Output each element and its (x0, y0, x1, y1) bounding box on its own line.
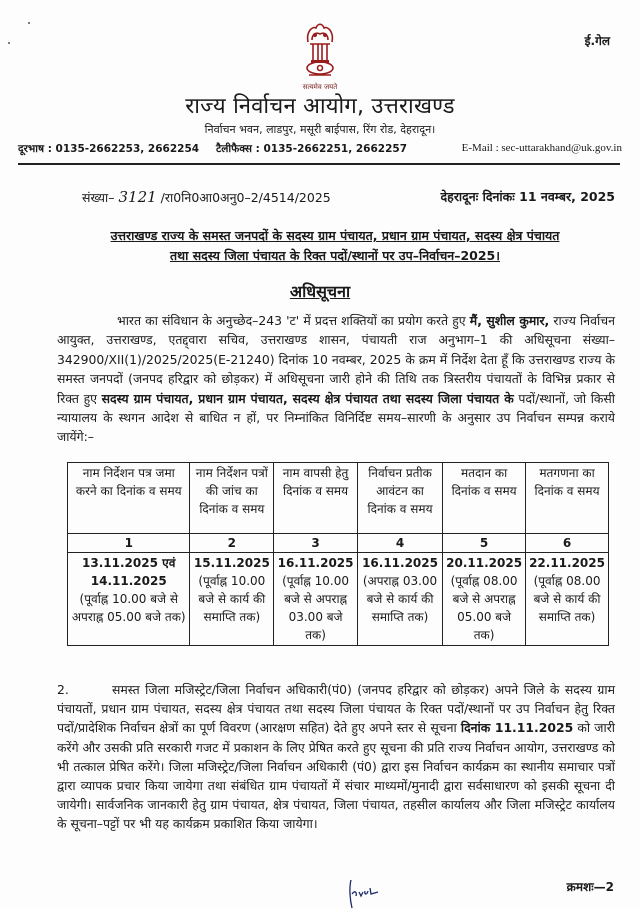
handwritten-number: 3121 (118, 188, 157, 206)
reference-prefix: संख्या– (82, 190, 115, 205)
scan-speck (28, 22, 30, 24)
schedule-cell (68, 553, 190, 646)
email-address[interactable]: E-Mail : sec-uttarakhand@uk.gov.in (461, 142, 622, 154)
schedule-date: 20.11.2025 (446, 556, 523, 570)
column-number: 5 (443, 534, 526, 553)
reference-code: /रा0नि0आ0अनु0–2/4514/2025 (156, 190, 331, 205)
reference-number (82, 188, 331, 206)
subject-line-1: उत्तराखण्ड राज्य के समस्त जनपदों के सदस्य ग्राम पंचायत, प्रधान ग्राम पंचायत, सदस्य क्षेत्र पंचायत (110, 228, 560, 243)
schedule-time: (पूर्वाह्न 10.00 बजे से अपराह्न 05.00 बजे तक) (71, 592, 186, 624)
column-header: निर्वाचन प्रतीक आवंटन का दिनांक व समय (357, 463, 442, 534)
header-divider (18, 163, 620, 165)
column-header: मतदान का दिनांक व समय (443, 463, 526, 534)
organization-title: राज्य निर्वाचन आयोग, उत्तराखण्ड (185, 94, 455, 119)
paragraph-1-text: पदों/स्थानों, जो किसी न्यायालय के स्थगन आदेश से बाधित न हों, पर निम्नांकित विनिर्दिष्ट समय–सारणी के अनुसार उप निर्वाचन सम्पन्न कराये जायेंगे:– (57, 390, 616, 445)
paragraph-1-text: भारत का संविधान के अनुच्छेद–243 'ट' में प्रदत्त शक्तियों का प्रयोग करते हुए (117, 313, 470, 328)
schedule-table (67, 462, 609, 646)
subject (55, 226, 615, 266)
place-date: देहरादूनः दिनांकः 11 नवम्बर, 2025 (440, 189, 615, 204)
table-header-row (68, 463, 609, 534)
signature-icon (345, 878, 395, 909)
paragraph-1-text: राज्य निर्वाचन आयुक्त, उत्तराखण्ड, एतद्द्वारा सचिव, उत्तराखण्ड शासन, पंचायती राज अनुभाग–1 की अधिसूचना संख्या–342900/XII(1)/2025/2025(E-21240) दिनांक 10 नवम्बर, 2025 के क्रम में निर्देश देता हूँ कि उत्तराखण्ड राज्य के समस्त जनपदों (जनपद हरिद्वार को छोड़कर) में अधिसूचना जारी होने की तिथि तक त्रिस्तरीय पंचायतों के विभिन्न प्रकार से रिक्त हुए (57, 313, 615, 406)
schedule-time: (पूर्वाह्न 08.00 बजे से कार्य की समाप्ति तक) (533, 574, 601, 624)
schedule-cell (443, 553, 526, 646)
schedule-date: 16.11.2025 (362, 556, 438, 570)
column-header: नाम वापसी हेतु दिनांक व समय (274, 463, 358, 534)
schedule-cell (190, 553, 274, 646)
paragraph-2-text: को जारी करेंगे और उसकी प्रति सरकारी गजट में प्रकाशन के लिए प्रेषित करते हुए सूचना की प्रति राज्य निर्वाचन आयोग, उत्तराखण्ड को भी तत्काल प्रेषित करेंगे। जिला मजिस्ट्रेट/जिला निर्वाचन अधिकारी (पं0) द्वारा इस निर्वाचन कार्यक्रम का स्थानीय समाचार पत्रों द्वारा व्यापक प्रचार किया जायेगा तथा संबंधित ग्राम पंचायतों में संचार माध्यमों/मुनादी द्वारा सर्वसाधारण को इसकी सूचना दी जायेगी। सार्वजनिक जानकारी हेतु ग्राम पंचायत, क्षेत्र पंचायत, जिला पंचायत, तहसील कार्यालय और जिला मजिस्ट्रेट कार्यालय के सूचना–पट्टों पर भी यह कार्यक्रम प्रकाशित किया जायेगा। (57, 720, 615, 832)
subject-line-2: तथा सदस्य जिला पंचायत के रिक्त पदों/स्थानों पर उप–निर्वाचन–2025। (170, 248, 500, 263)
paragraph-number: 2. (57, 682, 69, 697)
column-number: 2 (190, 534, 274, 553)
schedule-cell (357, 553, 442, 646)
continued-marker: क्रमशः—2 (566, 880, 614, 894)
paragraph-2-text: समस्त जिला मजिस्ट्रेट/जिला निर्वाचन अधिकारी(पं0) (जनपद हरिद्वार को छोड़कर) अपने जिले के सदस्य ग्राम पंचायतों, प्रधान ग्राम पंचायत, सदस्य क्षेत्र पंचायत तथा सदस्य जिला पंचायत के रिक्त पदों/स्थानों पर उप निर्वाचन हेतु रिक्त पदों/प्रादेशिक निर्वाचन क्षेत्रों का पूर्ण विवरण (आरक्षण सहित) देते हुए अपने स्तर से सूचना (57, 682, 615, 736)
egal-label: ई.गेल (584, 34, 610, 48)
schedule-time: (पूर्वाह्न 08.00 बजे से अपराह्न 05.00 बजे तक) (450, 574, 518, 642)
contact-row (18, 142, 622, 158)
column-header: नाम निर्देशन पत्र जमा करने का दिनांक व समय (68, 463, 190, 534)
paragraph-1 (57, 311, 615, 447)
ashoka-emblem-icon (300, 20, 340, 82)
posts-list: सदस्य ग्राम पंचायत, प्रधान ग्राम पंचायत, सदस्य क्षेत्र पंचायत तथा सदस्य जिला पंचायत के (101, 390, 514, 406)
schedule-date: 22.11.2025 (529, 556, 605, 570)
emblem-motto: सत्यमेव जयते (302, 83, 338, 91)
schedule-time: (पूर्वाह्न 10.00 बजे से कार्य की समाप्ति तक) (198, 574, 266, 624)
phone-number: दूरभाष : 0135-2662253, 2662254 (18, 143, 200, 155)
organization-address: निर्वाचन भवन, लाडपुर, मसूरी बाईपास, रिंग रोड, देहरादून। (204, 123, 436, 136)
table-row (68, 553, 609, 646)
column-number: 3 (274, 534, 358, 553)
schedule-cell (274, 553, 358, 646)
paragraph-2 (57, 680, 615, 834)
scan-speck (8, 42, 10, 44)
column-header: मतगणना का दिनांक व समय (526, 463, 609, 534)
schedule-date: 13.11.2025 एवं 14.11.2025 (82, 556, 176, 588)
issue-date: दिनांक 11.11.2025 (460, 720, 574, 736)
column-number: 1 (68, 534, 190, 553)
signature (345, 878, 395, 909)
schedule-cell (526, 553, 609, 646)
schedule-date: 15.11.2025 (193, 556, 270, 570)
column-number: 4 (357, 534, 442, 553)
column-number-row (68, 534, 609, 553)
notification-title: अधिसूचना (289, 282, 351, 301)
column-number: 6 (526, 534, 609, 553)
column-header: नाम निर्देशन पत्रों की जांच का दिनांक व समय (190, 463, 274, 534)
state-emblem (288, 20, 352, 98)
fax-number: टैलीफैक्स : 0135-2662251, 2662257 (216, 143, 408, 155)
commissioner-name: मैं, सुशील कुमार, (469, 313, 550, 328)
schedule-time: (पूर्वाह्न 10.00 बजे से अपराह्न 03.00 बजे तक) (282, 574, 350, 642)
schedule-time: (अपराह्न 03.00 बजे से कार्य की समाप्ति तक) (362, 574, 438, 624)
schedule-date: 16.11.2025 (277, 556, 354, 570)
